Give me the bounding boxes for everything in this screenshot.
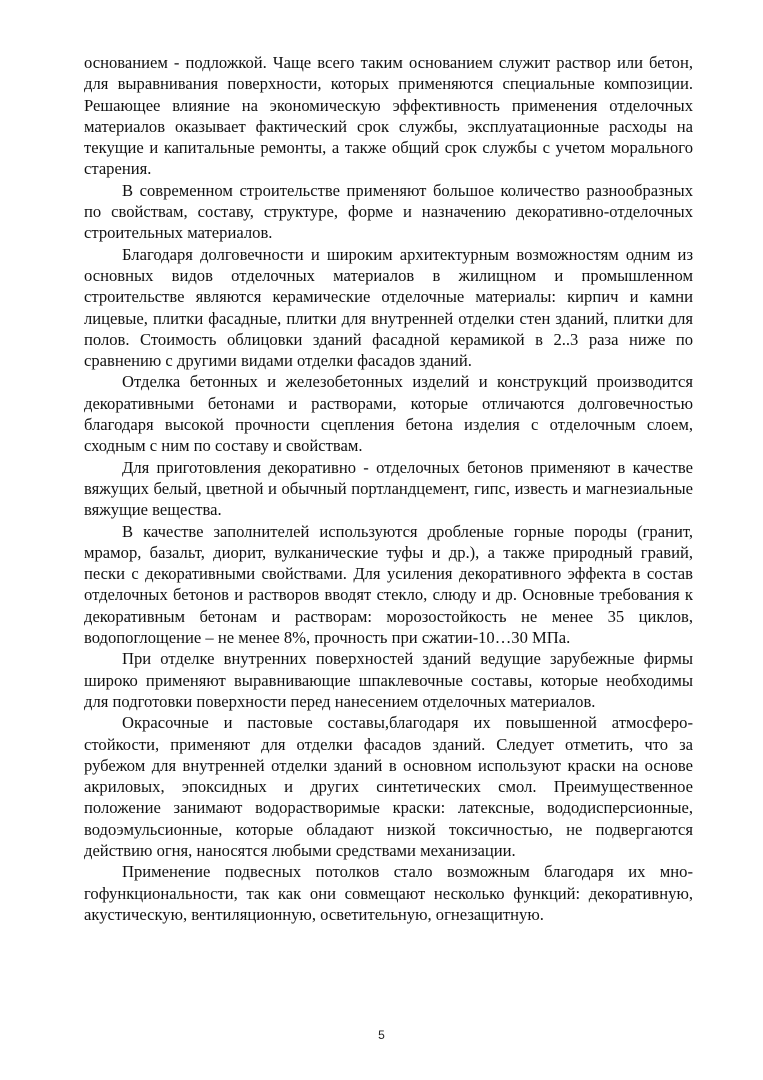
page-body: [84, 52, 693, 925]
paragraph-9: Применение подвесных потолков стало возможным благодаря их многофункциональности, так как они совмещают несколько функций: декоративную, акустическую, вентиляционную, осветительную, огнезащитную.: [84, 862, 693, 924]
paragraph-3: Благодаря долговечности и широким архитектурным возможностям одним из основных видов отделочных материалов в жилищном и промышленном строительстве являются керамические отделочные материалы: кирпич и камни лицевые, плитки фасадные, плитки для внутренней отделки стен зданий, плитки для полов. Стоимость облицовки зданий фасадной керамикой в 2..3 раза ниже по сравнению с другими видами отделки фасадов зданий.: [84, 244, 693, 371]
paragraph-2: В современном строительстве применяют большое количество разнообразных по свойствам, составу, структуре, форме и назначению декоративно-отделочных строительных материалов.: [84, 180, 693, 243]
paragraph-8: Окрасочные и пастовые составы,благодаря их повышенной атмосферостойкости, применяют для отделки фасадов зданий. Следует отметить, что за рубежом для внутренней отделки зданий в основном используют краски на основе акриловых, эпоксидных и других синтетических смол. Преимущественное положение занимают водорастворимые краски: латексные, вододисперсионные, водоэмульсионные, которые обладают низкой токсичностью, не подвергаются действию огня, наносятся любыми средствами механизации.: [84, 713, 693, 860]
page-number: 5: [378, 1028, 385, 1042]
paragraph-6: В качестве заполнителей используются дробленые горные породы (гранит, мрамор, базальт, диорит, вулканические туфы и др.), а также природный гравий, пески с декоративными свойствами. Для усиления декоративного эффекта в состав отделочных бетонов и растворов вводят стекло, слюду и др. Основные требования к декоративным бетонам и растворам: морозостойкость не менее 35 циклов, водопоглощение – не менее 8%, прочность при сжатии-10…30 МПа.: [84, 521, 693, 648]
paragraph-5: Для приготовления декоративно - отделочных бетонов применяют в качестве вяжущих белый, цветной и обычный портландцемент, гипс, известь и магнезиальные вяжущие вещества.: [84, 457, 693, 520]
paragraph-4: Отделка бетонных и железобетонных изделий и конструкций производится декоративными бетонами и растворами, которые отличаются долговечностью благодаря высокой прочности сцепления бетона изделия с отделочным слоем, сходным с ним по составу и свойствам.: [84, 372, 693, 456]
paragraph-7: При отделке внутренних поверхностей зданий ведущие зарубежные фирмы широко применяют выравнивающие шпаклевочные составы, которые необходимы для подготовки поверхности перед нанесением отделочных материалов.: [84, 649, 693, 711]
paragraph-1: основанием - подложкой. Чаще всего таким основанием служит раствор или бетон, для выравнивания поверхности, которых применяются специальные композиции. Решающее влияние на экономическую эффективность применения отделочных материалов оказывает фактический срок службы, эксплуатационные расходы на текущие и капитальные ремонты, а также общий срок службы с учетом морального старения.: [84, 53, 693, 179]
